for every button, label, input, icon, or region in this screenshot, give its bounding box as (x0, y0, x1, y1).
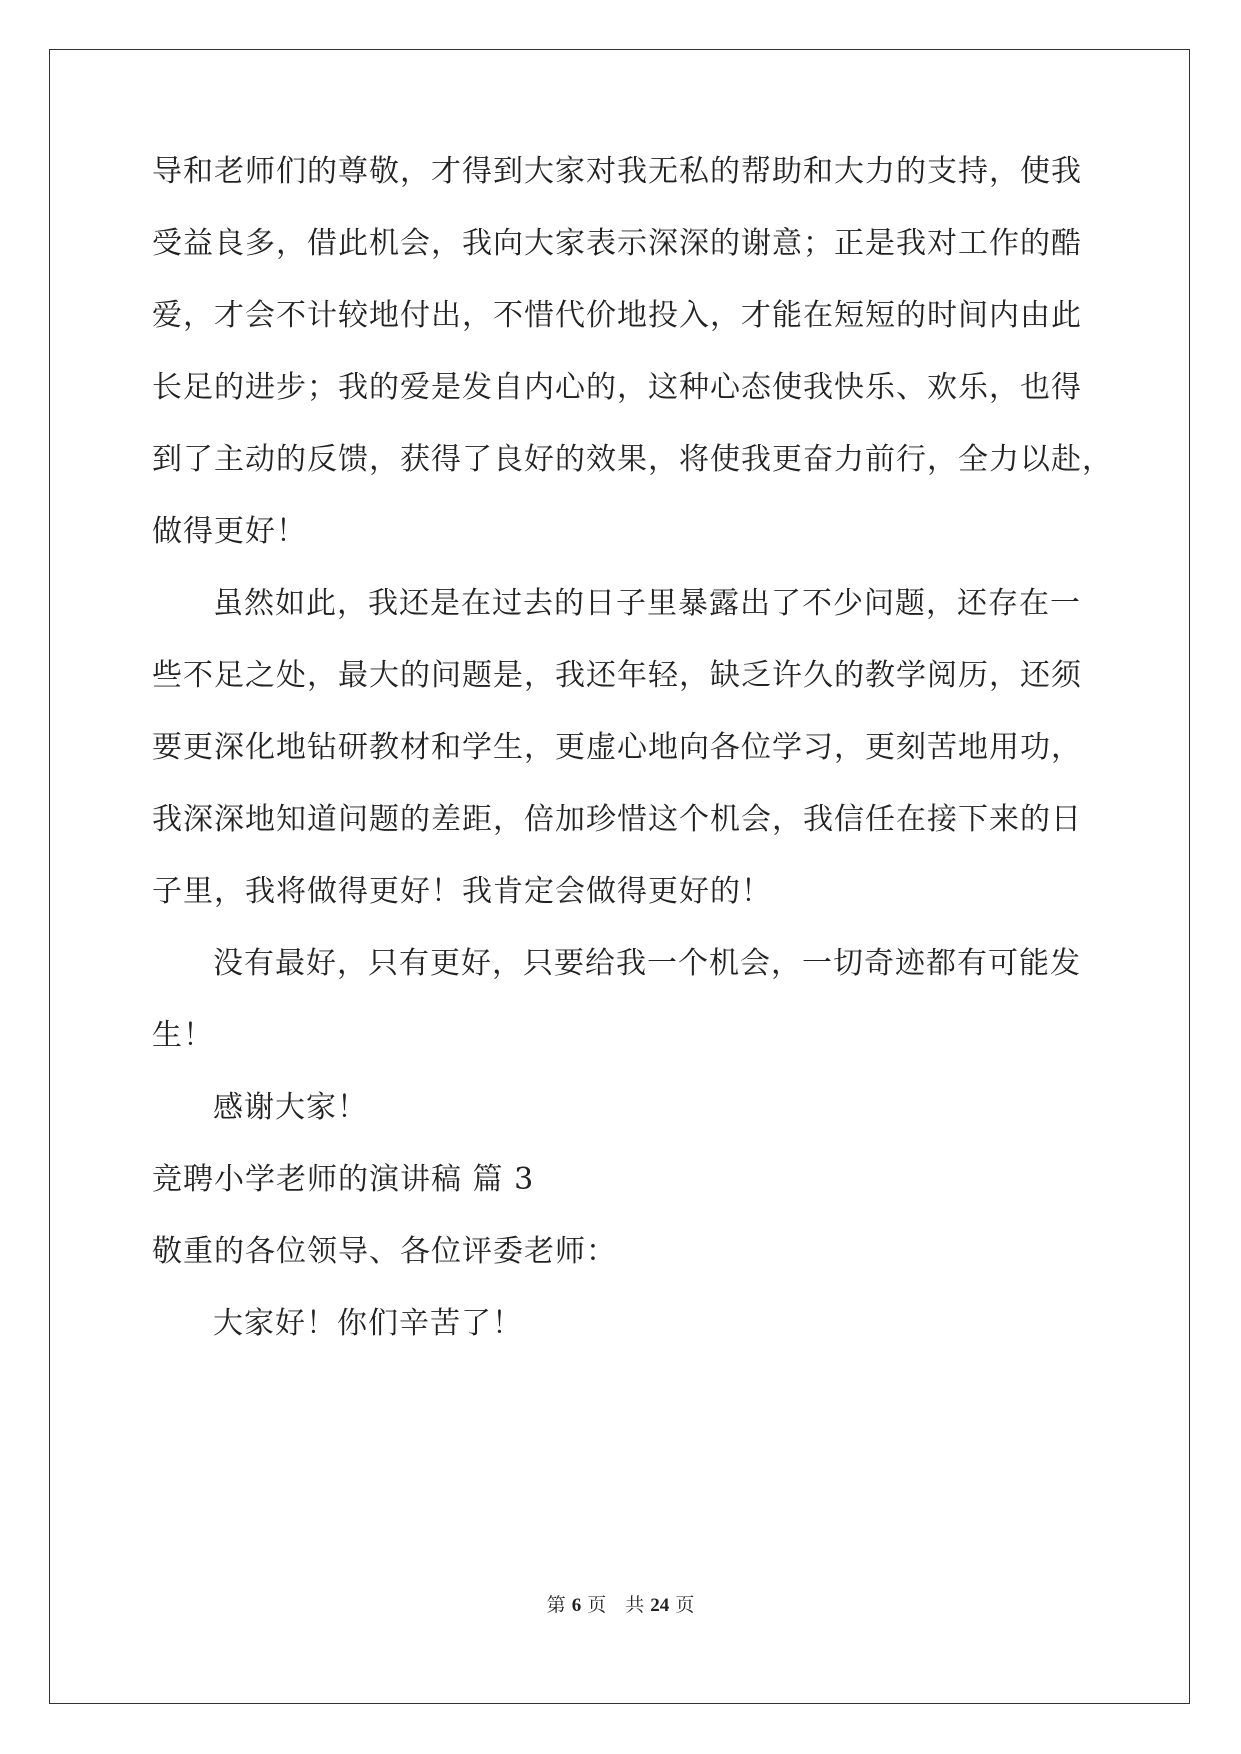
current-page-number: 6 (571, 1595, 582, 1616)
text-line: 到了主动的反馈，获得了良好的效果，将使我更奋力前行，全力以赴， (152, 442, 1113, 477)
text-line: 导和老师们的尊敬，才得到大家对我无私的帮助和大力的支持，使我 (152, 154, 1082, 189)
footer-suffix: 页 (675, 1594, 695, 1616)
greeting-line: 大家好！你们辛苦了！ (213, 1306, 523, 1341)
footer-prefix: 第 (546, 1594, 566, 1616)
text-line: 受益良多，借此机会，我向大家表示深深的谢意；正是我对工作的酷 (152, 226, 1082, 261)
text-line: 我深深地知道问题的差距，倍加珍惜这个机会，我信任在接下来的日 (152, 802, 1082, 837)
page-footer (0, 1593, 1241, 1618)
text-line: 做得更好！ (152, 514, 307, 549)
text-line: 子里，我将做得更好！我肯定会做得更好的！ (152, 874, 772, 909)
text-line: 长足的进步；我的爱是发自内心的，这种心态使我快乐、欢乐，也得 (152, 370, 1082, 405)
paragraph-first-line: 虽然如此，我还是在过去的日子里暴露出了不少问题，还存在一 (213, 586, 1081, 621)
text-line: 要更深化地钻研教材和学生，更虚心地向各位学习，更刻苦地用功， (152, 730, 1082, 765)
paragraph-first-line: 没有最好，只有更好，只要给我一个机会，一切奇迹都有可能发 (213, 946, 1081, 981)
closing-line: 感谢大家！ (213, 1090, 368, 1125)
salutation: 敬重的各位领导、各位评委老师： (152, 1234, 617, 1269)
section-heading: 竞聘小学老师的演讲稿 篇 3 (152, 1162, 535, 1197)
text-line: 些不足之处，最大的问题是，我还年轻，缺乏许久的教学阅历，还须 (152, 658, 1082, 693)
text-line: 生！ (152, 1018, 214, 1053)
text-line: 爱，才会不计较地付出，不惜代价地投入，才能在短短的时间内由此 (152, 298, 1082, 333)
total-pages-number: 24 (650, 1595, 670, 1616)
footer-middle: 页 共 (587, 1594, 645, 1616)
